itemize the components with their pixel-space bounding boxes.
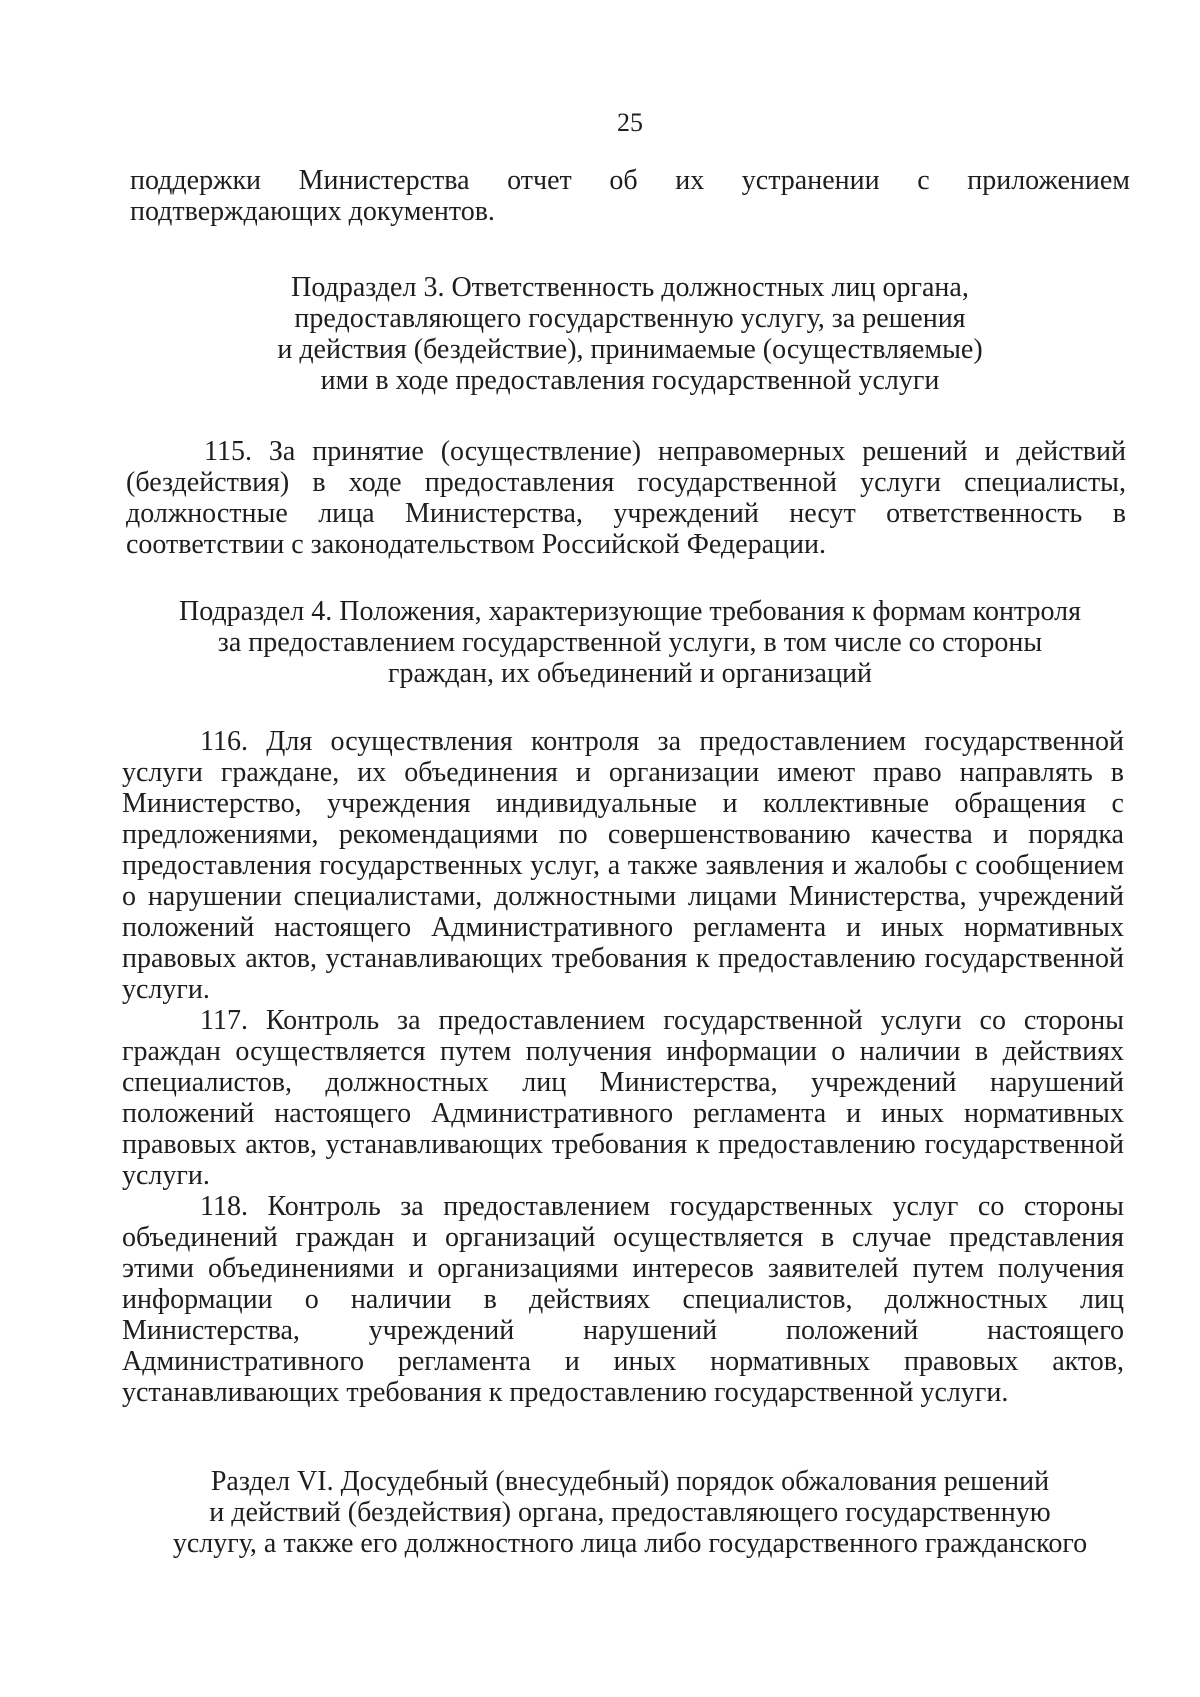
subsection-3-line-2: предоставляющего государственную услугу, за решения <box>294 303 966 334</box>
subsection-3-line-3: и действия (бездействие), принимаемые (осуществляемые) <box>277 334 983 365</box>
section-6-line-2: и действий (бездействия) органа, предоставляющего государственную <box>209 1497 1051 1528</box>
continuation-paragraph: поддержки Министерства отчет об их устранении с приложением подтверждающих документов. <box>130 165 1130 227</box>
paragraph-117: 117. Контроль за предоставлением государственной услуги со стороны граждан осуществляется путем получения информации о наличии в действиях специалистов, должностных лиц Министерства, учреждений нарушений положений настоящего Административного регламента и иных нормативных правовых актов, устанавливающих требования к предоставлению государственной услуги. <box>122 1005 1124 1191</box>
page-number: 25 <box>617 108 643 137</box>
paragraph-115: 115. За принятие (осуществление) неправомерных решений и действий (бездействия) в ходе предоставления государственной услуги специалисты, должностные лица Министерства, учреждений несут ответственность в соответствии с законодательством Российской Федерации. <box>126 436 1126 560</box>
paragraph-118: 118. Контроль за предоставлением государственных услуг со стороны объединений граждан и организаций осуществляется в случае представления этими объединениями и организациями интересов заявителей путем получения информации о наличии в действиях специалистов, должностных лиц Министерства, учреждений нарушений положений настоящего Административного регламента и иных нормативных правовых актов, устанавливающих требования к предоставлению государственной услуги. <box>122 1191 1124 1408</box>
subsection-3-line-4: ими в ходе предоставления государственной услуги <box>320 365 940 396</box>
subsection-3-heading <box>160 272 1100 396</box>
subsection-4-line-1: Подраздел 4. Положения, характеризующие требования к формам контроля <box>178 596 1081 627</box>
control-paragraphs <box>122 726 1124 1408</box>
subsection-4-line-3: граждан, их объединений и организаций <box>388 658 872 689</box>
paragraph-116: 116. Для осуществления контроля за предоставлением государственной услуги граждане, их объединения и организации имеют право направлять в Министерство, учреждения индивидуальные и коллективные обращения с предложениями, рекомендациями по совершенствованию качества и порядка предоставления государственных услуг, а также заявления и жалобы с сообщением о нарушении специалистами, должностными лицами Министерства, учреждений положений настоящего Административного регламента и иных нормативных правовых актов, устанавливающих требования к предоставлению государственной услуги. <box>122 726 1124 1005</box>
section-6-line-3: услугу, а также его должностного лица либо государственного гражданского <box>172 1528 1088 1559</box>
subsection-4-line-2: за предоставлением государственной услуги, в том числе со стороны <box>217 627 1043 658</box>
subsection-3-line-1: Подраздел 3. Ответственность должностных лиц органа, <box>291 272 969 303</box>
section-6-heading <box>130 1466 1130 1559</box>
section-6-line-1: Раздел VI. Досудебный (внесудебный) порядок обжалования решений <box>210 1466 1050 1497</box>
subsection-4-heading <box>130 596 1130 689</box>
